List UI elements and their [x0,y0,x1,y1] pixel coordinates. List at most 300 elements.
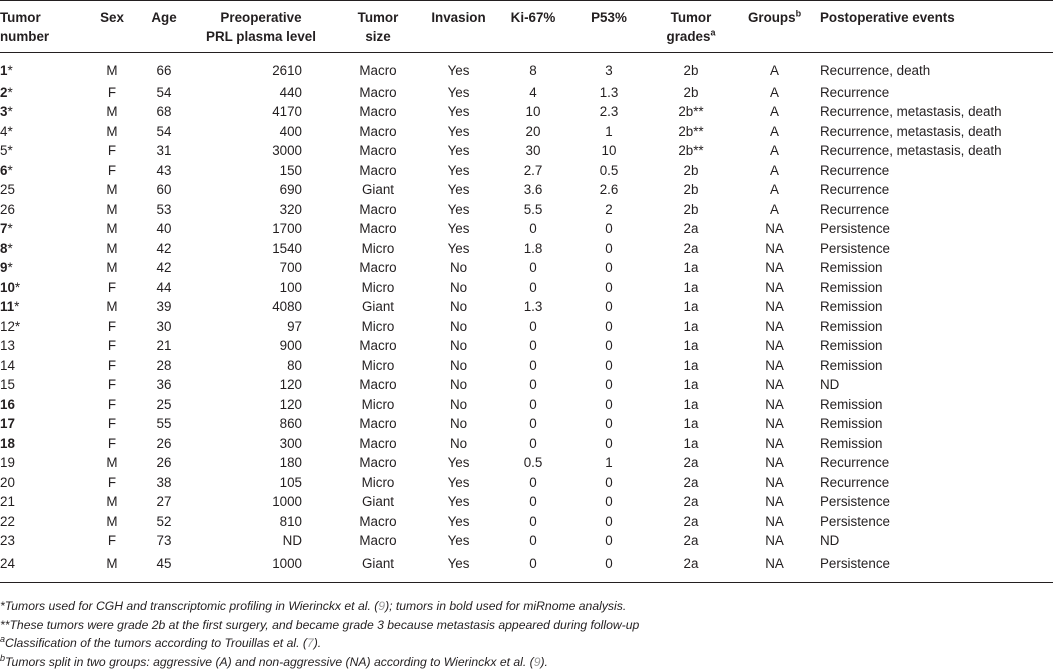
p53-cell: 0 [571,336,647,356]
inv-cell: Yes [422,141,495,161]
footnote-text: Classification of the tumors according to Trouillas et al. ( [5,636,307,650]
header-text: grades [667,29,711,44]
p53-cell: 0 [571,297,647,317]
reference-number: 9 [378,599,385,613]
grade-cell: 1a [647,395,735,415]
events-cell: Recurrence [814,453,1053,473]
grade-cell: 2b [647,53,735,83]
table-row [0,453,1053,473]
p53-cell: 0 [571,395,647,415]
size-cell: Macro [334,102,422,122]
tumor-number-cell [0,102,84,122]
age-cell: 39 [140,297,188,317]
footnote [0,616,1053,635]
group-cell: NA [735,531,814,551]
header-text: Postoperative events [820,10,955,25]
sex-cell: F [84,356,140,376]
ki-cell: 8 [495,53,571,83]
age-cell: 31 [140,141,188,161]
grade-cell: 2b** [647,141,735,161]
sex-cell: M [84,53,140,83]
footnote-text: ). [540,655,547,669]
age-cell: 26 [140,453,188,473]
age-cell: 73 [140,531,188,551]
group-cell: A [735,53,814,83]
column-header [571,1,647,53]
prl-cell: 320 [188,200,334,220]
tumor-number: 13 [0,338,15,353]
sex-cell: M [84,453,140,473]
grade-cell: 1a [647,297,735,317]
inv-cell: No [422,317,495,337]
table-row [0,551,1053,583]
inv-cell: Yes [422,239,495,259]
size-cell: Macro [334,53,422,83]
table-row [0,434,1053,454]
tumor-number: 16 [0,397,15,412]
prl-cell: 690 [188,180,334,200]
prl-cell: 2610 [188,53,334,83]
grade-cell: 2b [647,180,735,200]
prl-cell: 440 [188,83,334,103]
tumor-number: 5 [0,143,7,158]
events-cell: Remission [814,317,1053,337]
ki-cell: 1.8 [495,239,571,259]
group-cell: NA [735,297,814,317]
inv-cell: Yes [422,161,495,181]
sex-cell: M [84,512,140,532]
column-header [647,1,735,53]
grade-cell: 1a [647,317,735,337]
ki-cell: 0 [495,414,571,434]
events-cell: Persistence [814,239,1053,259]
ki-cell: 4 [495,83,571,103]
tumor-number-cell [0,122,84,142]
cgh-mark: * [7,221,12,236]
tumor-number: 17 [0,416,15,431]
ki-cell: 3.6 [495,180,571,200]
cgh-mark: * [7,241,12,256]
group-cell: NA [735,434,814,454]
sex-cell: F [84,375,140,395]
prl-cell: 810 [188,512,334,532]
sex-cell: F [84,336,140,356]
tumor-number-cell [0,375,84,395]
tumor-number-cell [0,414,84,434]
size-cell: Macro [334,258,422,278]
ki-cell: 0 [495,278,571,298]
table-row [0,395,1053,415]
table-footnotes [0,597,1053,671]
ki-cell: 2.7 [495,161,571,181]
table-row [0,336,1053,356]
events-cell: Recurrence [814,161,1053,181]
age-cell: 25 [140,395,188,415]
column-header [422,1,495,53]
p53-cell: 0 [571,317,647,337]
reference-number: 7 [307,636,314,650]
ki-cell: 10 [495,102,571,122]
sex-cell: M [84,297,140,317]
group-cell: NA [735,258,814,278]
tumor-number-cell [0,161,84,181]
inv-cell: Yes [422,53,495,83]
sex-cell: F [84,141,140,161]
p53-cell: 0 [571,531,647,551]
header-text: Groups [748,10,796,25]
age-cell: 60 [140,180,188,200]
column-header [495,1,571,53]
inv-cell: No [422,278,495,298]
tumor-number-cell [0,200,84,220]
tumor-number-cell [0,53,84,83]
grade-cell: 2a [647,473,735,493]
grade-cell: 2b [647,200,735,220]
inv-cell: Yes [422,551,495,583]
tumor-number-cell [0,512,84,532]
age-cell: 44 [140,278,188,298]
table-row [0,414,1053,434]
inv-cell: Yes [422,122,495,142]
header-text: Sex [100,10,124,25]
age-cell: 54 [140,83,188,103]
ki-cell: 0 [495,336,571,356]
group-cell: A [735,102,814,122]
header-text: Invasion [431,10,485,25]
header-text: PRL plasma level [206,29,316,44]
events-cell: Persistence [814,551,1053,583]
tumor-number-cell [0,239,84,259]
footnote-mark: b [0,652,5,662]
p53-cell: 1 [571,453,647,473]
age-cell: 42 [140,258,188,278]
table-row [0,473,1053,493]
table-row [0,83,1053,103]
grade-cell: 2a [647,219,735,239]
sex-cell: F [84,278,140,298]
grade-cell: 1a [647,258,735,278]
column-header [84,1,140,53]
sex-cell: M [84,551,140,583]
inv-cell: No [422,375,495,395]
header-text: Ki-67% [511,10,556,25]
tumor-number: 7 [0,221,7,236]
prl-cell: 180 [188,453,334,473]
sex-cell: F [84,473,140,493]
ki-cell: 20 [495,122,571,142]
ki-cell: 0 [495,434,571,454]
cgh-mark: * [7,85,12,100]
p53-cell: 0 [571,414,647,434]
table-body [0,53,1053,583]
tumor-number-cell [0,356,84,376]
inv-cell: No [422,356,495,376]
ki-cell: 0 [495,317,571,337]
events-cell: Remission [814,297,1053,317]
prl-cell: 300 [188,434,334,454]
sex-cell: F [84,317,140,337]
footnote [0,634,1053,653]
grade-cell: 1a [647,375,735,395]
grade-cell: 2b** [647,102,735,122]
tumor-number-cell [0,219,84,239]
age-cell: 52 [140,512,188,532]
footnote-text: **These tumors were grade 2b at the first surgery, and became grade 3 because metastasis appeared during follow-up [0,618,639,632]
size-cell: Macro [334,453,422,473]
sex-cell: M [84,258,140,278]
sex-cell: M [84,239,140,259]
grade-cell: 2b [647,161,735,181]
size-cell: Macro [334,375,422,395]
sex-cell: M [84,122,140,142]
group-cell: NA [735,492,814,512]
events-cell: ND [814,375,1053,395]
inv-cell: No [422,297,495,317]
inv-cell: Yes [422,492,495,512]
size-cell: Macro [334,512,422,532]
tumor-number: 25 [0,182,15,197]
sex-cell: F [84,414,140,434]
size-cell: Macro [334,161,422,181]
table-row [0,200,1053,220]
group-cell: A [735,180,814,200]
p53-cell: 0 [571,278,647,298]
footnote-text: ); tumors in bold used for miRnome analysis. [385,599,626,613]
header-row [0,1,1053,53]
events-cell: Remission [814,395,1053,415]
tumor-number: 8 [0,241,7,256]
tumor-number: 26 [0,202,15,217]
age-cell: 54 [140,122,188,142]
ki-cell: 0.5 [495,453,571,473]
tumor-number-cell [0,336,84,356]
tumor-number: 22 [0,514,15,529]
sex-cell: M [84,492,140,512]
events-cell: Remission [814,278,1053,298]
tumor-number: 1 [0,63,7,78]
group-cell: A [735,83,814,103]
cgh-mark: * [7,104,12,119]
table-row [0,297,1053,317]
table-row [0,141,1053,161]
inv-cell: No [422,395,495,415]
events-cell: Recurrence, metastasis, death [814,122,1053,142]
cgh-mark: * [7,163,12,178]
prl-cell: 80 [188,356,334,376]
group-cell: NA [735,336,814,356]
events-cell: Recurrence, metastasis, death [814,102,1053,122]
prl-cell: 4080 [188,297,334,317]
age-cell: 30 [140,317,188,337]
group-cell: NA [735,239,814,259]
cgh-mark: * [7,124,12,139]
column-header [0,1,84,53]
table-row [0,512,1053,532]
inv-cell: No [422,258,495,278]
prl-cell: 4170 [188,102,334,122]
tumor-number: 14 [0,358,15,373]
inv-cell: No [422,414,495,434]
events-cell: Recurrence [814,473,1053,493]
size-cell: Macro [334,200,422,220]
grade-cell: 2a [647,551,735,583]
tumor-number: 20 [0,475,15,490]
header-footnote-mark: a [710,28,715,38]
inv-cell: No [422,434,495,454]
grade-cell: 2a [647,239,735,259]
size-cell: Macro [334,414,422,434]
prl-cell: 1000 [188,551,334,583]
group-cell: NA [735,512,814,532]
sex-cell: F [84,161,140,181]
prl-cell: 100 [188,278,334,298]
tumor-number: 9 [0,260,7,275]
grade-cell: 2a [647,453,735,473]
events-cell: Persistence [814,219,1053,239]
prl-cell: 3000 [188,141,334,161]
footnote-text: ). [314,636,321,650]
sex-cell: F [84,434,140,454]
events-cell: Recurrence [814,200,1053,220]
tumor-number: 6 [0,163,7,178]
grade-cell: 2a [647,531,735,551]
column-header [140,1,188,53]
size-cell: Macro [334,434,422,454]
cgh-mark: * [15,280,20,295]
size-cell: Macro [334,141,422,161]
events-cell: Recurrence [814,83,1053,103]
tumor-number: 21 [0,494,15,509]
prl-cell: 105 [188,473,334,493]
inv-cell: Yes [422,531,495,551]
table-row [0,53,1053,83]
age-cell: 53 [140,200,188,220]
tumor-number: 12 [0,319,15,334]
prl-cell: 400 [188,122,334,142]
tumor-number-cell [0,317,84,337]
p53-cell: 0 [571,551,647,583]
group-cell: NA [735,414,814,434]
size-cell: Macro [334,531,422,551]
grade-cell: 1a [647,414,735,434]
prl-cell: 97 [188,317,334,337]
tumor-number: 23 [0,533,15,548]
age-cell: 42 [140,239,188,259]
grade-cell: 2a [647,492,735,512]
age-cell: 68 [140,102,188,122]
cgh-mark: * [7,143,12,158]
tumor-number-cell [0,492,84,512]
events-cell: Remission [814,356,1053,376]
size-cell: Micro [334,278,422,298]
group-cell: NA [735,317,814,337]
age-cell: 26 [140,434,188,454]
table-row [0,102,1053,122]
tumor-number: 3 [0,104,7,119]
tumor-number-cell [0,473,84,493]
header-text: Tumor [358,10,399,25]
p53-cell: 0 [571,356,647,376]
ki-cell: 0 [495,473,571,493]
group-cell: A [735,141,814,161]
cgh-mark: * [15,319,20,334]
ki-cell: 5.5 [495,200,571,220]
table-row [0,317,1053,337]
p53-cell: 0 [571,512,647,532]
table-row [0,161,1053,181]
age-cell: 43 [140,161,188,181]
events-cell: Recurrence, death [814,53,1053,83]
group-cell: A [735,200,814,220]
prl-cell: 150 [188,161,334,181]
prl-cell: 1540 [188,239,334,259]
size-cell: Macro [334,336,422,356]
size-cell: Micro [334,473,422,493]
ki-cell: 0 [495,219,571,239]
group-cell: NA [735,453,814,473]
inv-cell: Yes [422,219,495,239]
p53-cell: 2 [571,200,647,220]
ki-cell: 0 [495,531,571,551]
ki-cell: 0 [495,512,571,532]
sex-cell: M [84,180,140,200]
ki-cell: 0 [495,375,571,395]
table-row [0,356,1053,376]
size-cell: Micro [334,239,422,259]
age-cell: 55 [140,414,188,434]
tumor-number-cell [0,551,84,583]
cgh-mark: * [7,63,12,78]
tumor-number-cell [0,180,84,200]
size-cell: Macro [334,219,422,239]
age-cell: 21 [140,336,188,356]
cgh-mark: * [7,260,12,275]
age-cell: 28 [140,356,188,376]
size-cell: Micro [334,317,422,337]
tumor-number-cell [0,258,84,278]
size-cell: Giant [334,297,422,317]
p53-cell: 0 [571,258,647,278]
events-cell: Persistence [814,492,1053,512]
header-text: number [0,29,49,44]
inv-cell: Yes [422,83,495,103]
ki-cell: 0 [495,258,571,278]
events-cell: Remission [814,434,1053,454]
sex-cell: M [84,200,140,220]
group-cell: NA [735,278,814,298]
footnote [0,653,1053,671]
group-cell: NA [735,219,814,239]
p53-cell: 0 [571,434,647,454]
header-text: Preoperative [220,10,301,25]
ki-cell: 30 [495,141,571,161]
grade-cell: 1a [647,278,735,298]
inv-cell: Yes [422,473,495,493]
sex-cell: F [84,83,140,103]
p53-cell: 1.3 [571,83,647,103]
grade-cell: 1a [647,356,735,376]
tumor-number: 19 [0,455,15,470]
age-cell: 66 [140,53,188,83]
tumor-number: 18 [0,436,15,451]
tumor-number-cell [0,434,84,454]
group-cell: NA [735,473,814,493]
prl-cell: 900 [188,336,334,356]
size-cell: Giant [334,551,422,583]
table-row [0,258,1053,278]
ki-cell: 0 [495,551,571,583]
p53-cell: 0.5 [571,161,647,181]
